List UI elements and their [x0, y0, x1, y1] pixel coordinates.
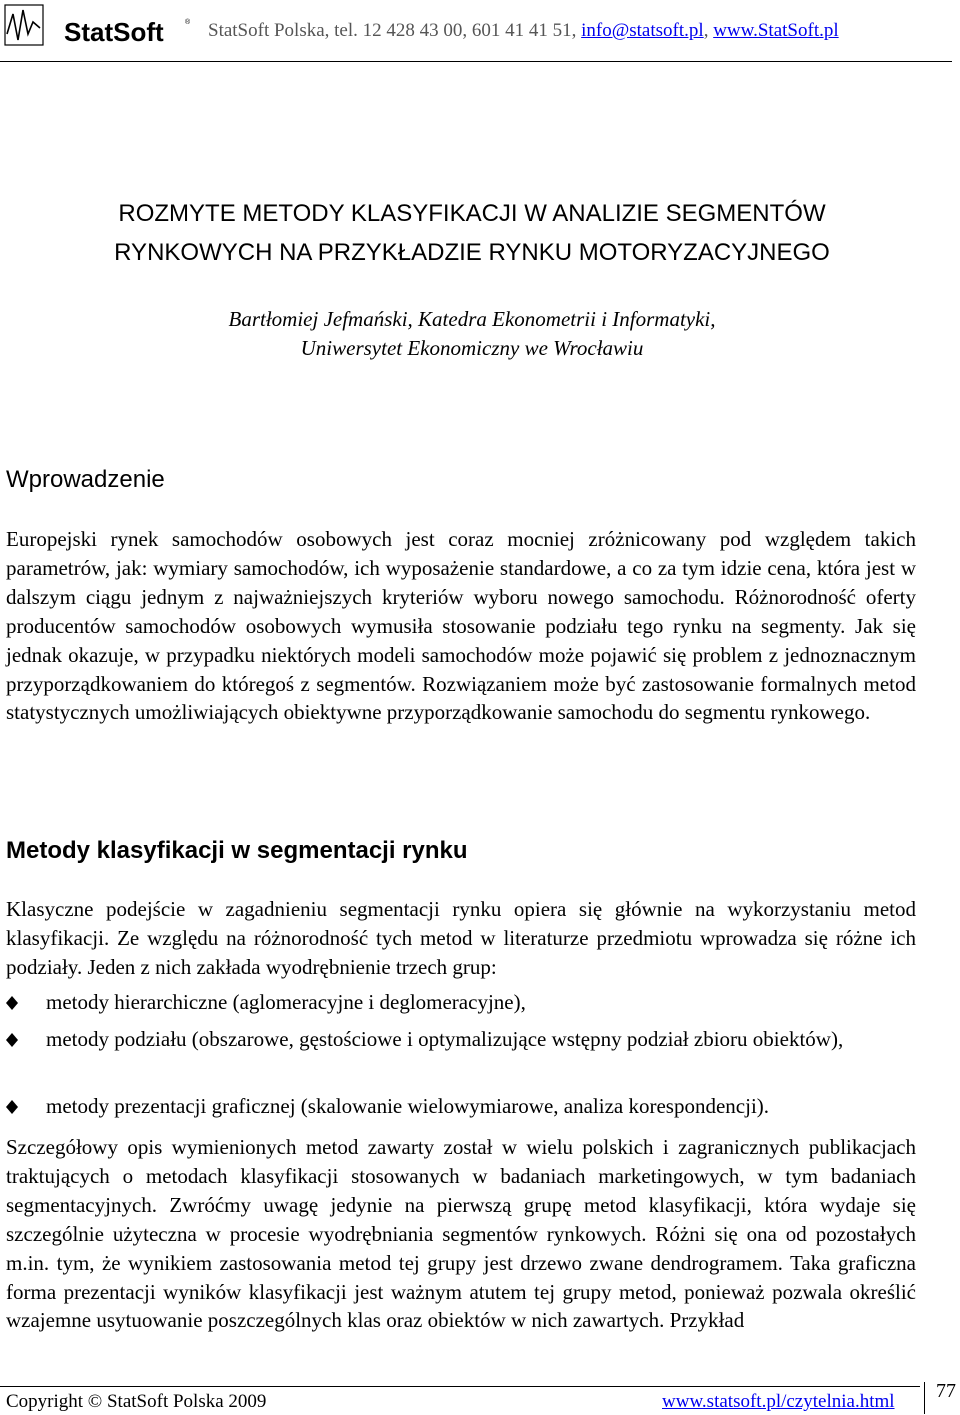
- methods-paragraph-1: Klasyczne podejście w zagadnieniu segmentacji rynku opiera się głównie na wykorzystaniu metod klasyfikacji. Ze względu na różnorodność tych metod w literaturze przedmiotu wprowadza się różne ich podziały. Jeden z nich zakłada wyodrębnienie trzech grup:: [6, 897, 916, 979]
- page-header: [0, 0, 960, 62]
- diamond-bullet-icon: [6, 1100, 18, 1114]
- list-item-text: metody hierarchiczne (aglomeracyjne i deglomeracyjne),: [46, 990, 526, 1014]
- section-heading-introduction: Wprowadzenie: [6, 466, 165, 493]
- diamond-bullet-icon: [6, 996, 18, 1010]
- statsoft-logo: [4, 4, 190, 48]
- section-heading-methods: Metody klasyfikacji w segmentacji rynku: [6, 837, 468, 864]
- author-affiliation: [0, 305, 944, 363]
- footer-divider: [0, 1386, 920, 1387]
- author-line-2: Uniwersytet Ekonomiczny we Wrocławiu: [300, 336, 644, 360]
- list-item-text: metody prezentacji graficznej (skalowanie wielowymiarowe, analiza korespondencji).: [46, 1094, 770, 1118]
- footer-url-link[interactable]: www.statsoft.pl/czytelnia.html: [662, 1391, 895, 1412]
- title-line-2: RYNKOWYCH NA PRZYKŁADZIE RYNKU MOTORYZACYJNEGO: [114, 239, 830, 266]
- email-link[interactable]: info@statsoft.pl: [581, 20, 704, 41]
- contact-info: StatSoft Polska, tel. 12 428 43 00, 601 41 41 51,: [208, 20, 582, 41]
- contact-separator: ,: [703, 20, 714, 41]
- list-item-text: metody podziału (obszarowe, gęstościowe i optymalizujące wstępny podział zbioru obiektów),: [46, 1027, 844, 1051]
- methods-paragraph-2: Szczegółowy opis wymienionych metod zawarty został w wielu polskich i zagranicznych publikacjach traktujących o metodach klasyfikacji stosowanych w badaniach marketingowych, w tym badaniach segmentacyjnych. Zwróćmy uwagę jedynie na pierwszą grupę metod klasyfikacji, która wydaje się szczególnie użyteczna w procesie wyodrębniania segmentów rynkowych. Różni się ona od pozostałych m.in. tym, że wynikiem zastosowania metod tej grupy jest drzewo zwane dendrogramem. Taka graficzna forma prezentacji wyników klasyfikacji jest ważnym atutem tej grupy metod, ponieważ pozwala określić wzajemne usytuowanie poszczególnych klas oraz obiektów w nich zawartych. Przykład: [6, 1135, 916, 1333]
- logo-wordmark: StatSoft: [64, 17, 164, 47]
- page-number-divider: [924, 1382, 925, 1414]
- website-link[interactable]: www.StatSoft.pl: [713, 20, 839, 41]
- header-contact: [208, 20, 839, 42]
- author-line-1: Bartłomiej Jefmański, Katedra Ekonometrii i Informatyki,: [228, 307, 716, 331]
- svg-text:®: ®: [185, 19, 190, 26]
- introduction-paragraph: Europejski rynek samochodów osobowych jest coraz mocniej zróżnicowany pod względem takich parametrów, jak: wymiary samochodów, ich wyposażenie standardowe, a co za tym idzie cena, która jest w dalszym ciągu jednym z najważniejszych kryteriów wyboru nowego samochodu. Różnorodność oferty producentów samochodów osobowych wymusiła stosowanie podziału tego rynku na segmenty. Jak się jednak okazuje, w przypadku niektórych modeli samochodów może pojawić się problem z jednoznacznym przyporządkowaniem do któregoś z segmentów. Rozwiązaniem może być zastosowanie formalnych metod statystycznych umożliwiających obiektywne przyporządkowanie samochodu do segmentu rynkowego.: [6, 527, 916, 725]
- page-number: 77: [936, 1380, 956, 1402]
- footer-copyright: Copyright © StatSoft Polska 2009: [6, 1391, 267, 1412]
- document-title: [0, 194, 944, 272]
- title-line-1: ROZMYTE METODY KLASYFIKACJI W ANALIZIE SEGMENTÓW: [118, 200, 826, 227]
- header-divider: [0, 61, 952, 62]
- diamond-bullet-icon: [6, 1033, 18, 1047]
